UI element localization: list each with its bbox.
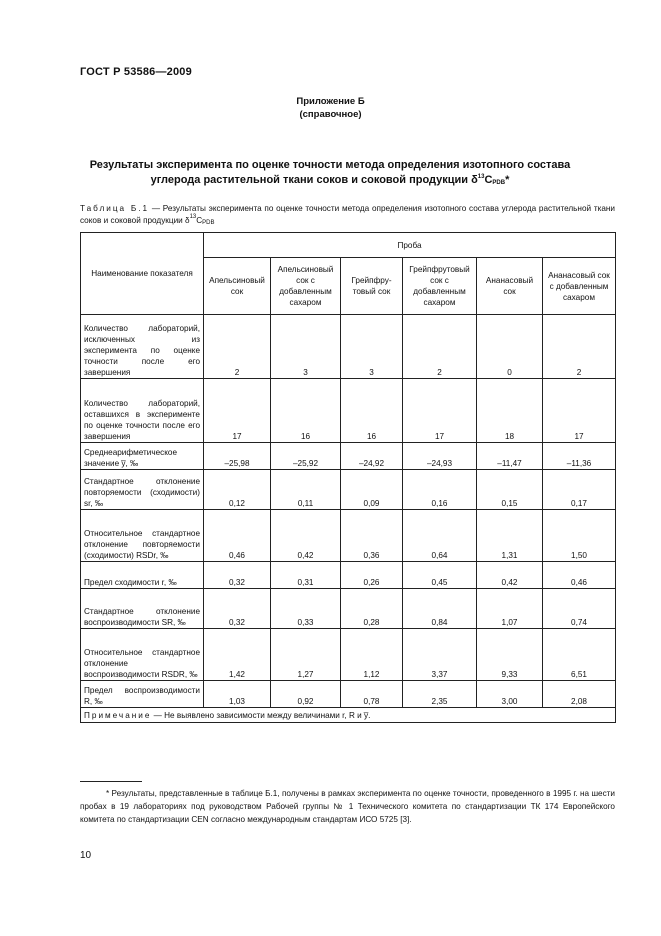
table-cell: 0,17 [543, 470, 616, 510]
sample-group-header: Проба [204, 233, 616, 258]
table-cell: 0,31 [271, 562, 341, 589]
table-row [81, 681, 616, 708]
table-cell: 2 [204, 315, 271, 379]
table-cell: 16 [271, 379, 341, 443]
table-cell: 0,36 [341, 510, 403, 562]
table-caption [80, 203, 615, 227]
table-cell: 0,42 [477, 562, 543, 589]
table-cell: –11,36 [543, 443, 616, 470]
footnote-divider [80, 781, 142, 782]
table-cell: 1,03 [204, 681, 271, 708]
table-cell: 16 [341, 379, 403, 443]
row-label: Среднеарифметическое значение y̅, ‰ [81, 443, 204, 470]
table-cell: 2 [543, 315, 616, 379]
table-cell: 0,64 [403, 510, 477, 562]
table-note-row [81, 708, 616, 723]
table-row [81, 510, 616, 562]
column-header: Ананасовый сок [477, 258, 543, 315]
table-cell: 0,15 [477, 470, 543, 510]
table-cell: 3,37 [403, 629, 477, 681]
appendix-title: Приложение Б [296, 96, 365, 107]
document-code: ГОСТ Р 53586—2009 [80, 66, 192, 78]
row-label: Предел воспроизводимости R, ‰ [81, 681, 204, 708]
table-cell: 1,07 [477, 589, 543, 629]
table-row [81, 315, 616, 379]
results-table [80, 232, 616, 723]
heading-line-1: Результаты эксперимента по оценке точности метода определения изотопного состава [89, 159, 571, 171]
appendix-subtitle: (справочное) [299, 109, 362, 120]
table-note [81, 708, 616, 723]
table-cell: 3 [341, 315, 403, 379]
page-number: 10 [80, 850, 92, 861]
row-label: Относительное стандартное отклонение воспроизводимости RSDR, ‰ [81, 629, 204, 681]
row-label: Количество лабораторий, исключенных из эксперимента по оценке точности после его завершения [81, 315, 204, 379]
table-cell: 0,92 [271, 681, 341, 708]
table-cell: 0,16 [403, 470, 477, 510]
row-label: Стандартное отклонение повторяемости (сходимости) sr, ‰ [81, 470, 204, 510]
section-heading [70, 158, 590, 188]
table-cell: 9,33 [477, 629, 543, 681]
table-cell: 0,26 [341, 562, 403, 589]
heading-isotope-superscript: 13 [477, 174, 485, 180]
footnote: * Результаты, представленные в таблице Б.1, получены в рамках эксперимента по оценке точности, проведенного в 1995 г. на шести пробах в 19 лабораториях под руководством Рабочей группы № 1 Технического комитета по стандартизации ТК 174 Европейского комитета по стандартизации CEN согласно международным стандартам ИСО 5725 [3]. [80, 789, 615, 824]
column-header: Апельсиновый сок с добавленным сахаром [271, 258, 341, 315]
table-cell: 0,12 [204, 470, 271, 510]
table-cell: –11,47 [477, 443, 543, 470]
table-cell: –25,92 [271, 443, 341, 470]
table-header-row [81, 233, 616, 258]
appendix-heading [0, 95, 661, 121]
heading-line-2-text: углерода растительной ткани соков и соковой продукции δ [150, 174, 478, 186]
table-row [81, 379, 616, 443]
table-cell: 3,00 [477, 681, 543, 708]
column-header: Грейпфрутовый сок с добавленным сахаром [403, 258, 477, 315]
row-label: Стандартное отклонение воспроизводимости SR, ‰ [81, 589, 204, 629]
table-row [81, 589, 616, 629]
table-cell: 1,42 [204, 629, 271, 681]
heading-footnote-mark: * [505, 174, 510, 186]
table-cell: 0,84 [403, 589, 477, 629]
table-caption-subscript: PDB [202, 220, 215, 226]
table-cell: 0,46 [543, 562, 616, 589]
table-cell: 2 [403, 315, 477, 379]
table-cell: 18 [477, 379, 543, 443]
table-cell: 0,46 [204, 510, 271, 562]
table-caption-symbol: C [196, 216, 203, 225]
table-cell: 2,35 [403, 681, 477, 708]
table-note-text: — Не выявлено зависимости между величинами r, R и y̅. [151, 710, 371, 720]
row-label: Относительное стандартное отклонение повторяемости (сходимости) RSDr, ‰ [81, 510, 204, 562]
row-label: Количество лабораторий, оставшихся в эксперименте по оценке точности после его завершения [81, 379, 204, 443]
table-cell: 0,28 [341, 589, 403, 629]
table-row [81, 470, 616, 510]
table-cell: 2,08 [543, 681, 616, 708]
table-cell: 1,27 [271, 629, 341, 681]
table-cell: 0,32 [204, 589, 271, 629]
table-note-label: Примечание [84, 710, 152, 720]
heading-subscript: PDB [492, 180, 506, 186]
column-header: Грейпфру-товый сок [341, 258, 403, 315]
table-cell: 0,32 [204, 562, 271, 589]
table-cell: 0,42 [271, 510, 341, 562]
table-cell: 17 [543, 379, 616, 443]
table-row [81, 443, 616, 470]
column-header: Апельсиновый сок [204, 258, 271, 315]
table-cell: 6,51 [543, 629, 616, 681]
table-caption-superscript: 13 [189, 214, 197, 220]
table-caption-text: — Результаты эксперимента по оценке точности метода определения изотопного состава углерода растительной ткани соков и соковой продукции δ [80, 204, 615, 225]
table-cell: 0,11 [271, 470, 341, 510]
column-header: Ананасовый сок с добавленным сахаром [543, 258, 616, 315]
table-cell: 0,74 [543, 589, 616, 629]
table-caption-label: Таблица Б.1 [80, 204, 150, 213]
heading-line-2 [70, 173, 590, 188]
table-cell: 1,12 [341, 629, 403, 681]
name-column-header: Наименование показателя [81, 233, 204, 315]
table-cell: –24,92 [341, 443, 403, 470]
table-cell: 17 [403, 379, 477, 443]
table-cell: 0,78 [341, 681, 403, 708]
table-cell: 3 [271, 315, 341, 379]
table-cell: 1,31 [477, 510, 543, 562]
row-label: Предел сходимости r, ‰ [81, 562, 204, 589]
table-cell: 0 [477, 315, 543, 379]
table-row [81, 562, 616, 589]
table-cell: 0,09 [341, 470, 403, 510]
table-cell: –24,93 [403, 443, 477, 470]
table-cell: 0,45 [403, 562, 477, 589]
table-row [81, 629, 616, 681]
table-cell: 0,33 [271, 589, 341, 629]
table-cell: 17 [204, 379, 271, 443]
table-cell: –25,98 [204, 443, 271, 470]
table-cell: 1,50 [543, 510, 616, 562]
heading-symbol: C [484, 174, 493, 186]
